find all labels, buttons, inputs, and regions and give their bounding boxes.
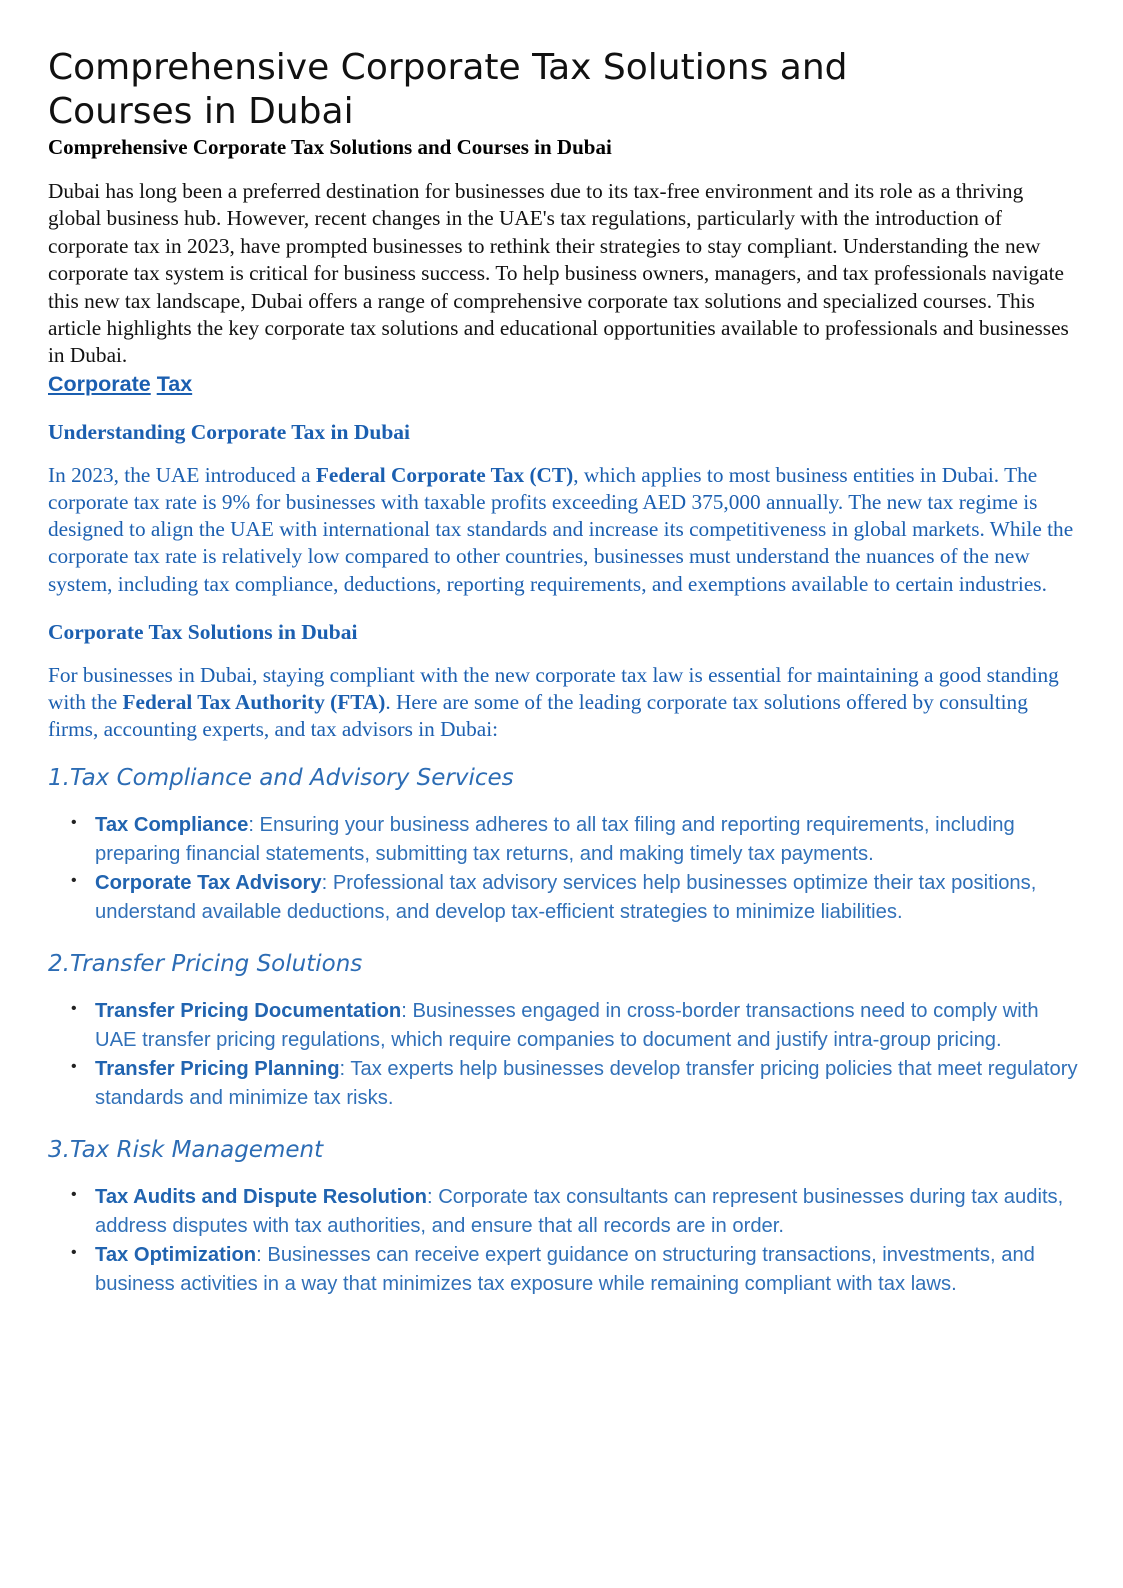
solutions-text-start: For businesses in Dubai, staying compliant with the new corporate tax law is essential for maintaining a good standing with the [48,662,1059,715]
item-label: Transfer Pricing Documentation [95,1000,402,1023]
item-text: : Businesses engaged in cross-border transactions need to comply with UAE transfer pricing regulations, which require companies to document and justify intra-group pricing. [95,1000,1039,1052]
corporate-tax-links [48,370,1078,398]
understanding-paragraph [48,462,1078,598]
item-text: : Ensuring your business adheres to all tax filing and reporting requirements, including preparing financial statements, submitting tax returns, and making timely tax payments. [95,814,1015,866]
compliance-list [48,811,1078,927]
transfer-pricing-list [48,997,1078,1113]
item-label: Tax Optimization [95,1244,257,1267]
intro-paragraph: Dubai has long been a preferred destination for businesses due to its tax-free environment and its role as a thriving global business hub. However, recent changes in the UAE's tax regulations, particularly with the introduction of corporate tax in 2023, have prompted businesses to rethink their strategies to stay compliant. Understanding the new corporate tax system is critical for business success. To help business owners, managers, and tax professionals navigate this new tax landscape, Dubai offers a range of comprehensive corporate tax solutions and specialized courses. This article highlights the key corporate tax solutions and educational opportunities available to professionals and businesses in Dubai. [48,179,1069,368]
item-text: : Professional tax advisory services help businesses optimize their tax positions, understand available deductions, and develop tax-efficient strategies to minimize liabilities. [95,872,1037,924]
understanding-heading: Understanding Corporate Tax in Dubai [48,419,410,444]
item-text: : Tax experts help businesses develop transfer pricing policies that meet regulatory standards and minimize tax risks. [95,1058,1078,1110]
understanding-text-end: , which applies to most business entities in Dubai. The corporate tax rate is 9% for businesses with taxable profits exceeding AED 375,000 annually. The new tax regime is designed to align the UAE with international tax standards and increase its competitiveness in global markets. While the corporate tax rate is relatively low compared to other countries, businesses must understand the nuances of the new system, including tax compliance, deductions, reporting requirements, and exemptions available to certain industries. [48,462,1074,596]
item-text: : Businesses can receive expert guidance on structuring transactions, investments, and business activities in a way that minimizes tax exposure while remaining compliant with tax laws. [95,1244,1035,1296]
item-label: Tax Compliance [95,814,249,837]
risk-management-list [48,1183,1078,1299]
item-text: : Corporate tax consultants can represent businesses during tax audits, address disputes with tax authorities, and ensure that all records are in order. [95,1186,1064,1238]
bullet-icon: • [71,1244,77,1262]
list-item [71,1241,1078,1299]
list-item [71,811,1078,869]
tax-link[interactable]: Tax [156,371,193,396]
federal-tax-authority-term: Federal Tax Authority (FTA) [122,690,386,715]
document-page [48,46,1078,1299]
item-label: Transfer Pricing Planning [95,1058,340,1081]
item-label: Corporate Tax Advisory [95,872,322,895]
list-item [71,1183,1078,1241]
list-item [71,869,1078,927]
bullet-icon: • [71,814,77,832]
solutions-paragraph [48,662,1078,744]
bullet-icon: • [71,1058,77,1076]
item-label: Tax Audits and Dispute Resolution [95,1186,427,1209]
article-subtitle: Comprehensive Corporate Tax Solutions and Courses in Dubai [48,135,612,159]
understanding-text-start: In 2023, the UAE introduced a [48,462,316,487]
federal-corporate-tax-term: Federal Corporate Tax (CT) [315,462,574,487]
section-heading-compliance: 1.Tax Compliance and Advisory Services [48,765,514,792]
solutions-heading: Corporate Tax Solutions in Dubai [48,619,358,644]
solutions-text-end: . Here are some of the leading corporate tax solutions offered by consulting firms, accounting experts, and tax advisors in Dubai: [48,690,1028,742]
bullet-icon: • [71,1186,77,1204]
list-item [71,997,1078,1055]
document-title: Comprehensive Corporate Tax Solutions and Courses in Dubai [48,47,848,132]
corporate-link[interactable]: Corporate [48,371,151,396]
bullet-icon: • [71,1000,77,1018]
list-item [71,1055,1078,1113]
section-heading-risk-management: 3.Tax Risk Management [48,1137,324,1164]
bullet-icon: • [71,872,77,890]
section-heading-transfer-pricing: 2.Transfer Pricing Solutions [48,951,363,978]
